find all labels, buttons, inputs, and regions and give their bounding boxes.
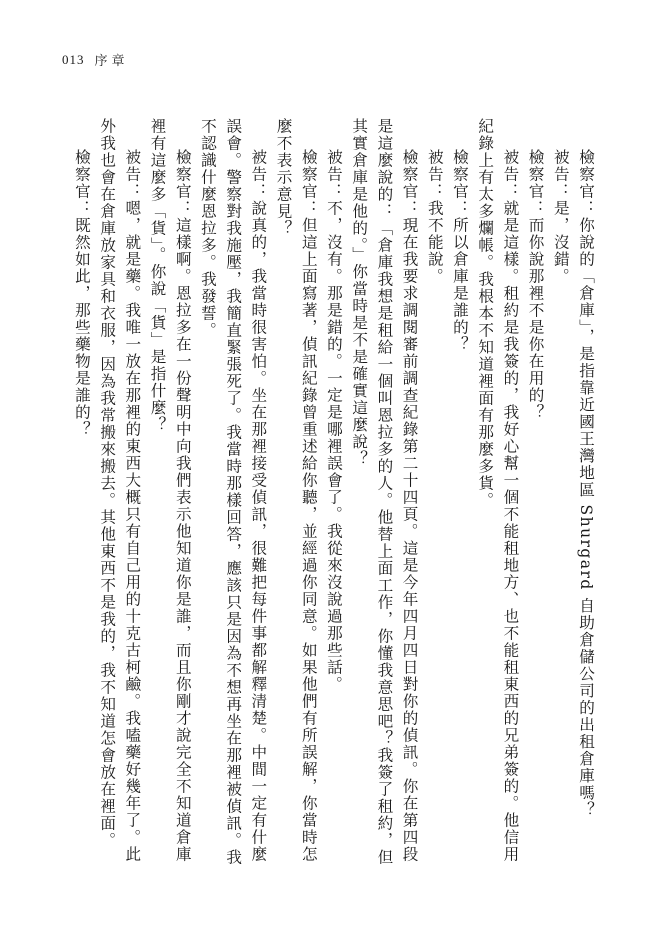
paragraph: 被告：我不能說。 xyxy=(425,149,444,286)
running-header xyxy=(62,50,129,69)
paragraph: 檢察官：這樣啊。恩拉多在一份聲明中向我們表示他知道你是誰，而且你剛才說完全不知道倉庫裡有這麼多「貨」。你說「貨」是指什麼？ xyxy=(148,118,192,864)
paragraph: 被告：是，沒錯。 xyxy=(551,149,570,286)
chapter-title: 序章 xyxy=(94,54,129,69)
paragraph: 檢察官：但這上面寫著，偵訊紀錄曾重述給你聽，並經過你同意。如果他們有所誤解，你當時怎麼不表示意見？ xyxy=(274,118,318,864)
paragraph: 檢察官：你說的「倉庫」，是指靠近國王灣地區 Shurgard 自助倉儲公司的出租倉庫嗎？ xyxy=(577,149,595,819)
paragraph: 檢察官：而你說那裡不是你在用的？ xyxy=(526,149,545,422)
paragraph: 檢察官：既然如此，那些藥物是誰的？ xyxy=(72,149,91,439)
paragraph: 檢察官：現在我要求調閱審前調查紀錄第二十四頁。這是今年四月四日對你的偵訊。你在第四段是這麼說的：「倉庫我想是租給一個叫恩拉多的人。他替上面工作，你懂我意思吧？我簽了租約，但其實倉庫是他的。」你當時是不是確實這麼說？ xyxy=(350,118,419,866)
paragraph: 被告：就是這樣。租約是我簽的，我好心幫一個不能租地方、也不能租東西的兄弟簽的。他信用紀錄上有太多爛帳。我根本不知道裡面有那麼多貨。 xyxy=(476,118,520,864)
paragraph: 被告：嗯，就是藥。我唯一放在那裡的東西大概只有自己用的十克古柯鹼。我嗑藥好幾年了。此外我也會在倉庫放家具和衣服，因為我常搬來搬去。其他東西不是我的，我不知道怎會放在裡面。 xyxy=(98,118,142,864)
paragraph: 被告：說真的，我當時很害怕。坐在那裡接受偵訊，很難把每件事都解釋清楚。中間一定有什麼誤會。警察對我施壓，我簡直緊張死了。我當時那樣回答，應該只是因為不想再坐在那裡被偵訊。我不認識什麼恩拉多。我發誓。 xyxy=(198,118,268,866)
paragraph: 檢察官：所以倉庫是誰的？ xyxy=(450,149,469,354)
page-number: 013 xyxy=(62,51,85,67)
vertical-text-body xyxy=(68,118,598,878)
paragraph: 被告：不，沒有。那是錯的。一定是哪裡誤會了。我從來沒說過那些話。 xyxy=(324,149,343,694)
